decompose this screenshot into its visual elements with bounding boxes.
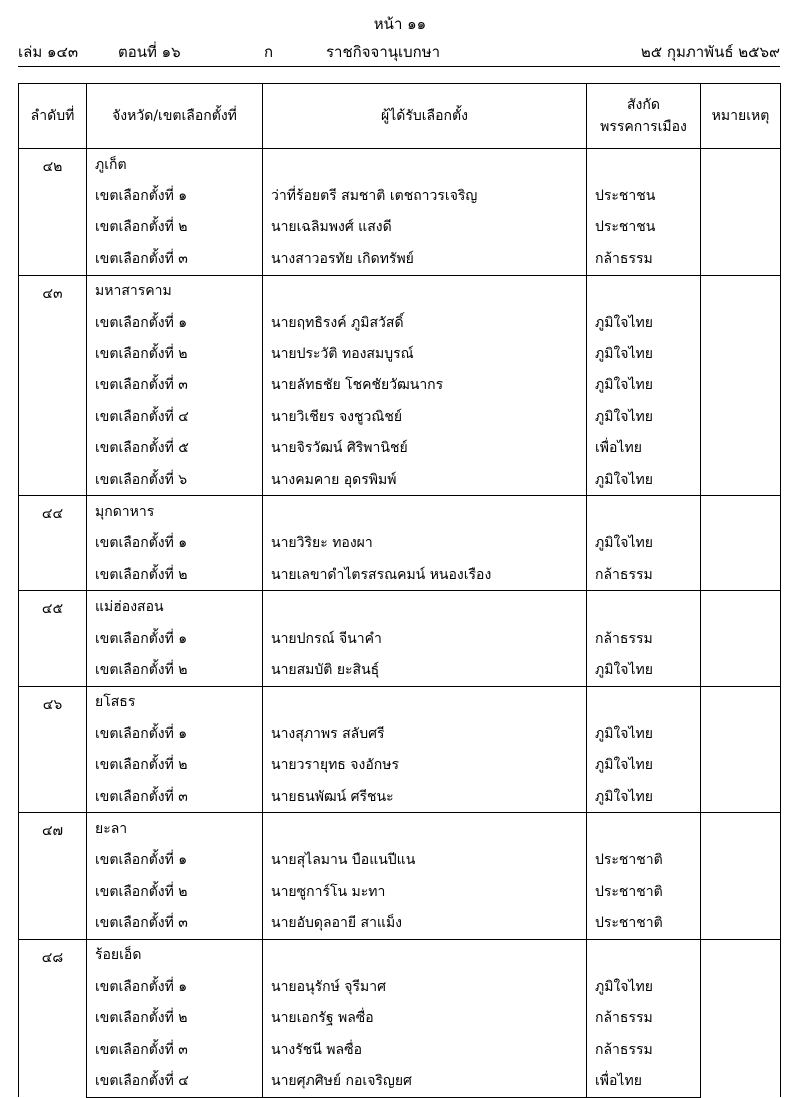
party-name: ภูมิใจไทย [587,749,701,780]
column-header-district: จังหวัด/เขตเลือกตั้งที่ [87,84,263,149]
province-name: ภูเก็ต [87,149,263,181]
person-cell-empty [263,275,587,307]
elected-person: นายลัทธชัย โชคชัยวัฒนากร [263,370,587,401]
table-row [19,971,781,1002]
person-cell-empty [263,149,587,181]
volume-label: เล่ม ๑๔๓ [18,43,79,61]
remark-cell [701,939,781,1097]
elected-person: ว่าที่ร้อยตรี สมชาติ เตชถาวรเจริญ [263,180,587,211]
district-name: เขตเลือกตั้งที่ ๒ [87,876,263,907]
elected-person: นายสุไลมาน บือแนปีแน [263,845,587,876]
district-name: เขตเลือกตั้งที่ ๓ [87,1034,263,1065]
column-header-person: ผู้ได้รับเลือกตั้ง [263,84,587,149]
table-row [19,623,781,654]
party-cell-empty [587,275,701,307]
issue-label: ตอนที่ ๑๖ [118,43,181,61]
table-row [19,813,781,845]
party-name: ภูมิใจไทย [587,528,701,559]
sequence-number: ๔๒ [19,149,87,276]
person-cell-empty [263,686,587,718]
elected-person: นางสาวอรทัย เกิดทรัพย์ [263,243,587,275]
elected-person: นายเลขาดำไตรสรณคมน์ หนองเรือง [263,559,587,591]
district-name: เขตเลือกตั้งที่ ๖ [87,464,263,496]
party-name: ภูมิใจไทย [587,370,701,401]
elected-members-table [18,83,781,1098]
district-name: เขตเลือกตั้งที่ ๑ [87,528,263,559]
table-row [19,338,781,369]
sequence-number: ๔๖ [19,686,87,813]
table-row [19,1034,781,1065]
province-name: ยะลา [87,813,263,845]
table-row [19,749,781,780]
remark-cell [701,591,781,686]
district-name: เขตเลือกตั้งที่ ๓ [87,907,263,939]
elected-person: นางรัชนี พลซื่อ [263,1034,587,1065]
party-cell-empty [587,591,701,623]
column-header-party-line1: สังกัด [627,97,660,113]
party-name: กล้าธรรม [587,243,701,275]
elected-person: นางสุภาพร สลับศรี [263,718,587,749]
sequence-number: ๔๓ [19,275,87,496]
elected-person: นายอับดุลอายี สาแม็ง [263,907,587,939]
table-row [19,275,781,307]
party-name: ภูมิใจไทย [587,338,701,369]
district-name: เขตเลือกตั้งที่ ๕ [87,433,263,464]
gazette-title: ราชกิจจานุเบกษา [326,43,441,61]
district-name: เขตเลือกตั้งที่ ๒ [87,749,263,780]
publish-date: ๒๕ กุมภาพันธ์ ๒๕๖๙ [640,43,780,61]
party-name: กล้าธรรม [587,623,701,654]
table-row [19,1003,781,1034]
district-name: เขตเลือกตั้งที่ ๒ [87,1003,263,1034]
column-header-party-line2: พรรคการเมือง [600,119,687,135]
table-row [19,718,781,749]
district-name: เขตเลือกตั้งที่ ๓ [87,781,263,813]
elected-person: นายจิรวัฒน์ ศิริพานิชย์ [263,433,587,464]
remark-cell [701,149,781,276]
sequence-number: ๔๕ [19,591,87,686]
party-cell-empty [587,496,701,528]
party-name: ภูมิใจไทย [587,654,701,686]
party-cell-empty [587,686,701,718]
elected-person: นายธนพัฒน์ ศรีชนะ [263,781,587,813]
elected-person: นางคมคาย อุดรพิมพ์ [263,464,587,496]
district-name: เขตเลือกตั้งที่ ๑ [87,718,263,749]
person-cell-empty [263,813,587,845]
province-name: ยโสธร [87,686,263,718]
party-name: ประชาชาติ [587,907,701,939]
party-name: ภูมิใจไทย [587,718,701,749]
party-name: กล้าธรรม [587,1003,701,1034]
table-row [19,939,781,971]
person-cell-empty [263,591,587,623]
elected-person: นายประวัติ ทองสมบูรณ์ [263,338,587,369]
table-row [19,845,781,876]
province-name: ร้อยเอ็ด [87,939,263,971]
remark-cell [701,275,781,496]
sequence-number: ๔๔ [19,496,87,591]
elected-person: นายเฉลิมพงศ์ แสงดี [263,212,587,243]
elected-person: นายวิริยะ ทองผา [263,528,587,559]
table-row [19,654,781,686]
person-cell-empty [263,939,587,971]
party-cell-empty [587,149,701,181]
table-row [19,591,781,623]
district-name: เขตเลือกตั้งที่ ๔ [87,401,263,432]
district-name: เขตเลือกตั้งที่ ๒ [87,212,263,243]
table-row [19,307,781,338]
party-name: เพื่อไทย [587,1065,701,1097]
remark-cell [701,813,781,940]
column-header-party [587,84,701,149]
district-name: เขตเลือกตั้งที่ ๒ [87,654,263,686]
province-name: มหาสารคาม [87,275,263,307]
table-row [19,907,781,939]
elected-person: นายวิเชียร จงชูวณิชย์ [263,401,587,432]
district-name: เขตเลือกตั้งที่ ๑ [87,623,263,654]
party-name: ประชาชน [587,212,701,243]
table-row [19,559,781,591]
sequence-number: ๔๗ [19,813,87,940]
table-row [19,528,781,559]
party-name: ประชาชาติ [587,876,701,907]
party-name: ประชาชน [587,180,701,211]
column-header-seq: ลำดับที่ [19,84,87,149]
district-name: เขตเลือกตั้งที่ ๑ [87,845,263,876]
district-name: เขตเลือกตั้งที่ ๒ [87,338,263,369]
page-number: หน้า ๑๑ [373,15,427,33]
table-row [19,464,781,496]
party-name: ภูมิใจไทย [587,464,701,496]
gazette-header [18,36,780,62]
table-row [19,876,781,907]
district-name: เขตเลือกตั้งที่ ๑ [87,307,263,338]
party-name: เพื่อไทย [587,433,701,464]
district-name: เขตเลือกตั้งที่ ๒ [87,559,263,591]
remark-cell [701,686,781,813]
table-row [19,212,781,243]
party-name: ภูมิใจไทย [587,307,701,338]
table-row [19,1065,781,1097]
elected-person: นายศุภศิษย์ กอเจริญยศ [263,1065,587,1097]
table-row [19,686,781,718]
elected-person: นายปกรณ์ จีนาคำ [263,623,587,654]
elected-person: นายฤทธิรงค์ ภูมิสวัสดิ์ [263,307,587,338]
elected-person: นายอนุรักษ์ จุรีมาศ [263,971,587,1002]
party-name: ภูมิใจไทย [587,971,701,1002]
sequence-number: ๔๘ [19,939,87,1097]
party-name: ภูมิใจไทย [587,781,701,813]
table-row [19,243,781,275]
person-cell-empty [263,496,587,528]
table-row [19,180,781,211]
table-row [19,401,781,432]
table-row [19,433,781,464]
table-row [19,149,781,181]
district-name: เขตเลือกตั้งที่ ๔ [87,1065,263,1097]
district-name: เขตเลือกตั้งที่ ๑ [87,971,263,1002]
party-cell-empty [587,813,701,845]
table-row [19,370,781,401]
column-header-remark: หมายเหตุ [701,84,781,149]
elected-person: นายวรายุทธ จงอักษร [263,749,587,780]
province-name: แม่ฮ่องสอน [87,591,263,623]
party-name: กล้าธรรม [587,559,701,591]
district-name: เขตเลือกตั้งที่ ๓ [87,370,263,401]
table-row [19,496,781,528]
elected-person: นายสมบัติ ยะสินธุ์ [263,654,587,686]
table-row [19,781,781,813]
elected-person: นายซูการ์โน มะทา [263,876,587,907]
remark-cell [701,496,781,591]
party-name: ภูมิใจไทย [587,401,701,432]
province-name: มุกดาหาร [87,496,263,528]
header-divider [18,66,780,67]
party-name: ประชาชาติ [587,845,701,876]
district-name: เขตเลือกตั้งที่ ๓ [87,243,263,275]
party-cell-empty [587,939,701,971]
section-label: ก [264,43,274,61]
elected-person: นายเอกรัฐ พลซื่อ [263,1003,587,1034]
party-name: กล้าธรรม [587,1034,701,1065]
table-body [19,149,781,1098]
table-header-row [19,84,781,149]
district-name: เขตเลือกตั้งที่ ๑ [87,180,263,211]
